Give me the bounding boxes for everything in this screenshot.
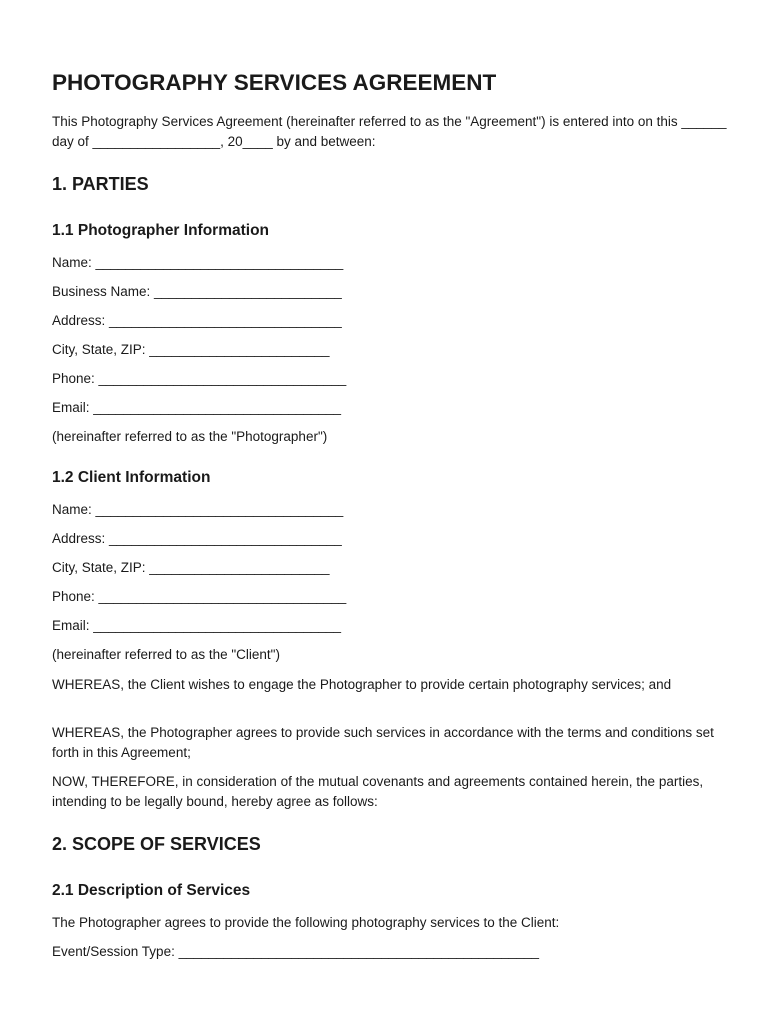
now-therefore-paragraph: NOW, THEREFORE, in consideration of the mutual covenants and agreements contained herein, the parties, intending to be legally bound, hereby agree as follows: [52,774,704,809]
section-1-heading: 1. PARTIES [52,174,149,194]
client-info-heading: 1.2 Client Information [52,469,211,486]
photographer-city-field: City, State, ZIP: ________________________ [52,342,330,357]
intro-paragraph: This Photography Services Agreement (hereinafter referred to as the "Agreement") is entered into on this ______ day of _________________, 20____ by and between: [52,114,727,149]
photographer-phone-field: Phone: _________________________________ [52,371,347,386]
photographer-address-field: Address: _______________________________ [52,313,342,328]
document-title: PHOTOGRAPHY SERVICES AGREEMENT [52,70,497,95]
whereas-paragraph-1: WHEREAS, the Client wishes to engage the Photographer to provide certain photography services; and [52,677,672,692]
photographer-note: (hereinafter referred to as the "Photographer") [52,429,328,444]
photographer-email-field: Email: _________________________________ [52,400,342,415]
section-2-heading: 2. SCOPE OF SERVICES [52,834,261,854]
photographer-name-field: Name: _________________________________ [52,255,344,270]
client-city-field: City, State, ZIP: ________________________ [52,560,330,575]
client-name-field: Name: _________________________________ [52,502,344,517]
event-session-type-field: Event/Session Type: ________________________________________________ [52,944,539,959]
services-intro-text: The Photographer agrees to provide the following photography services to the Client: [52,915,560,930]
photographer-business-field: Business Name: _________________________ [52,284,342,299]
client-address-field: Address: _______________________________ [52,531,342,546]
client-phone-field: Phone: _________________________________ [52,589,347,604]
photographer-info-heading: 1.1 Photographer Information [52,222,270,239]
client-note: (hereinafter referred to as the "Client") [52,647,280,662]
description-of-services-heading: 2.1 Description of Services [52,882,251,899]
whereas-paragraph-2: WHEREAS, the Photographer agrees to provide such services in accordance with the terms and conditions set forth in this Agreement; [52,725,714,760]
client-email-field: Email: _________________________________ [52,618,342,633]
